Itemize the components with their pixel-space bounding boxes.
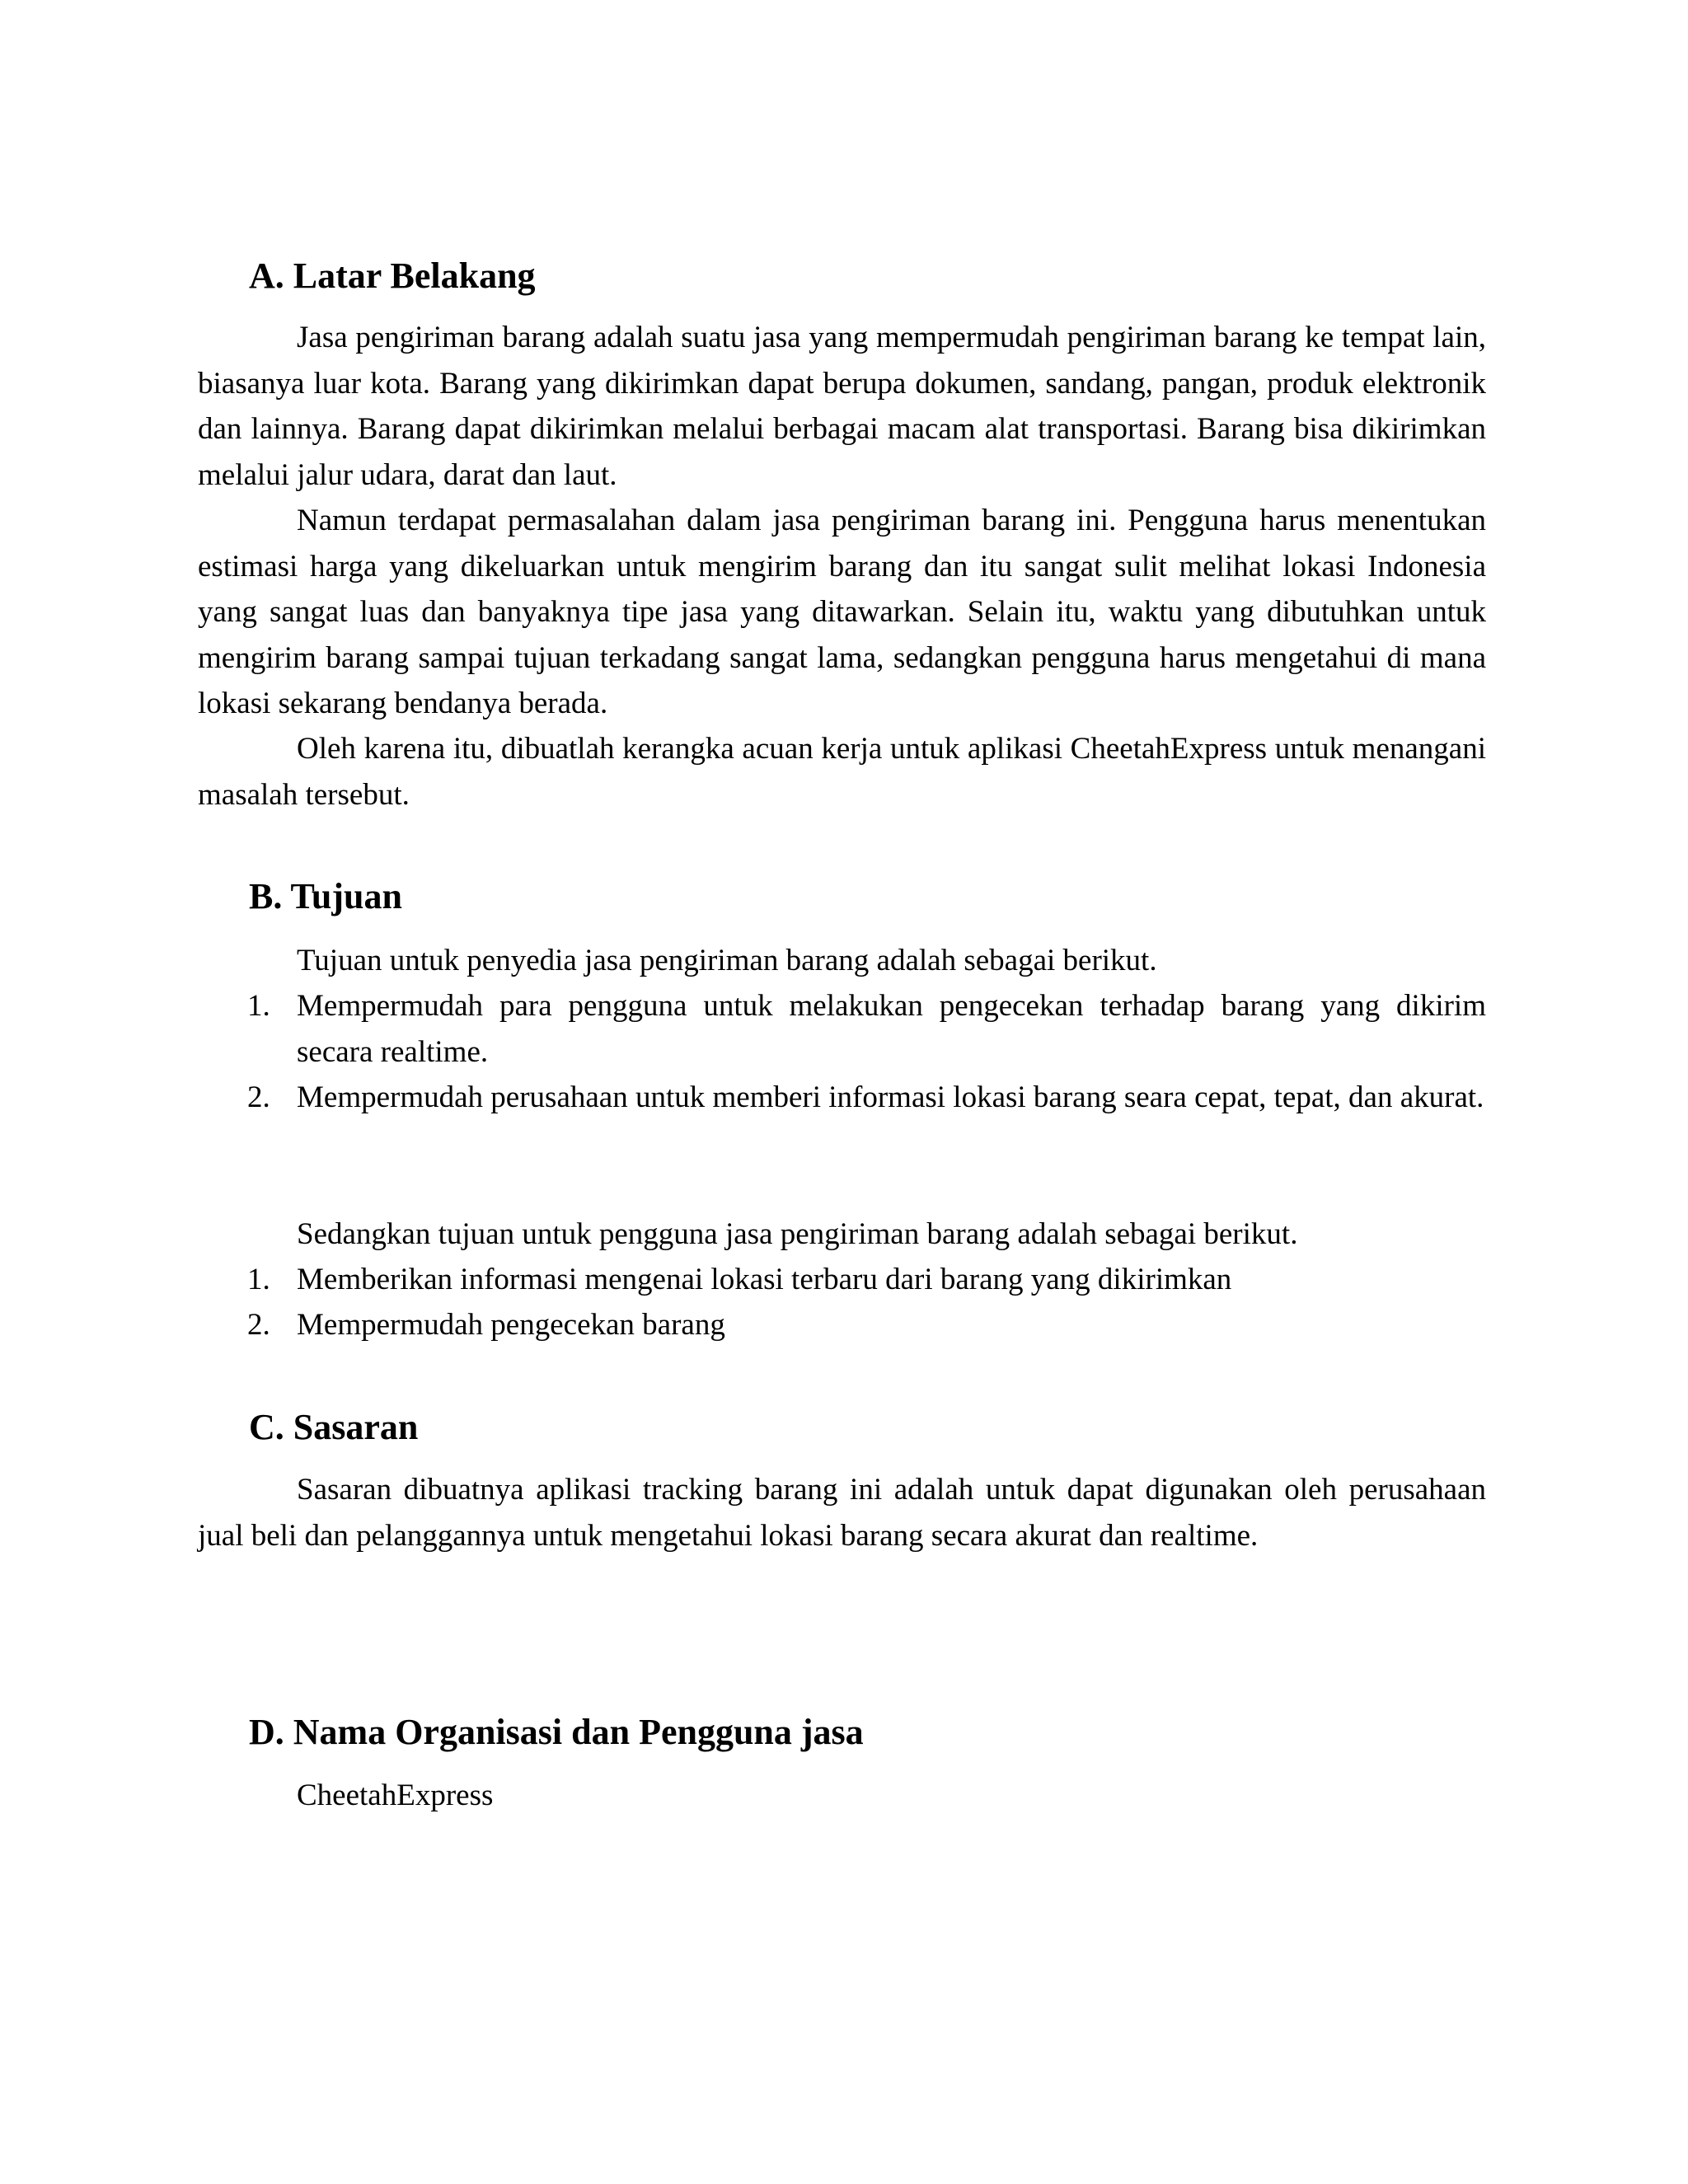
list-text: Mempermudah perusahaan untuk memberi informasi lokasi barang seara cepat, tepat, dan akurat. [297,1080,1484,1114]
section-a-heading: A. Latar Belakang [249,255,536,296]
section-b-heading: B. Tujuan [249,876,402,916]
list-number: 1. [247,989,270,1023]
provider-list-item [247,983,1486,1075]
list-text: Mempermudah pengecekan barang [297,1308,725,1342]
section-a-paragraph-2: Namun terdapat permasalahan dalam jasa pengiriman barang ini. Pengguna harus menentukan estimasi harga yang dikeluarkan untuk mengirim barang dan itu sangat sulit melihat lokasi Indonesia yang sangat luas dan banyaknya tipe jasa yang ditawarkan. Selain itu, waktu yang dibutuhkan untuk mengirim barang sampai tujuan terkadang sangat lama, sedangkan pengguna harus mengetahui di mana lokasi sekarang bendanya berada. [198,504,1486,720]
user-list-item [247,1257,1486,1303]
section-d-heading: D. Nama Organisasi dan Pengguna jasa [249,1712,864,1752]
list-number: 2. [247,1080,270,1114]
section-c-paragraph: Sasaran dibuatnya aplikasi tracking barang ini adalah untuk dapat digunakan oleh perusahaan jual beli dan pelanggannya untuk mengetahui lokasi barang secara akurat dan realtime. [198,1473,1486,1553]
section-b-provider-intro: Tujuan untuk penyedia jasa pengiriman barang adalah sebagai berikut. [297,944,1157,977]
list-text: Memberikan informasi mengenai lokasi terbaru dari barang yang dikirimkan [297,1263,1232,1296]
list-number: 1. [247,1263,270,1296]
user-list-item [247,1302,1486,1348]
organization-name: CheetahExpress [297,1779,494,1812]
section-b-user-intro: Sedangkan tujuan untuk pengguna jasa pengiriman barang adalah sebagai berikut. [297,1217,1298,1251]
list-text: Mempermudah para pengguna untuk melakukan pengecekan terhadap barang yang dikirim secara realtime. [297,989,1486,1069]
section-c-heading: C. Sasaran [249,1407,419,1447]
section-a-paragraph-3: Oleh karena itu, dibuatlah kerangka acuan kerja untuk aplikasi CheetahExpress untuk menangani masalah tersebut. [198,732,1486,812]
section-a-paragraph-1: Jasa pengiriman barang adalah suatu jasa yang mempermudah pengiriman barang ke tempat lain, biasanya luar kota. Barang yang dikirimkan dapat berupa dokumen, sandang, pangan, produk elektronik dan lainnya. Barang dapat dikirimkan melalui berbagai macam alat transportasi. Barang bisa dikirimkan melalui jalur udara, darat dan laut. [198,321,1486,492]
provider-list-item [247,1075,1486,1121]
list-number: 2. [247,1308,270,1342]
